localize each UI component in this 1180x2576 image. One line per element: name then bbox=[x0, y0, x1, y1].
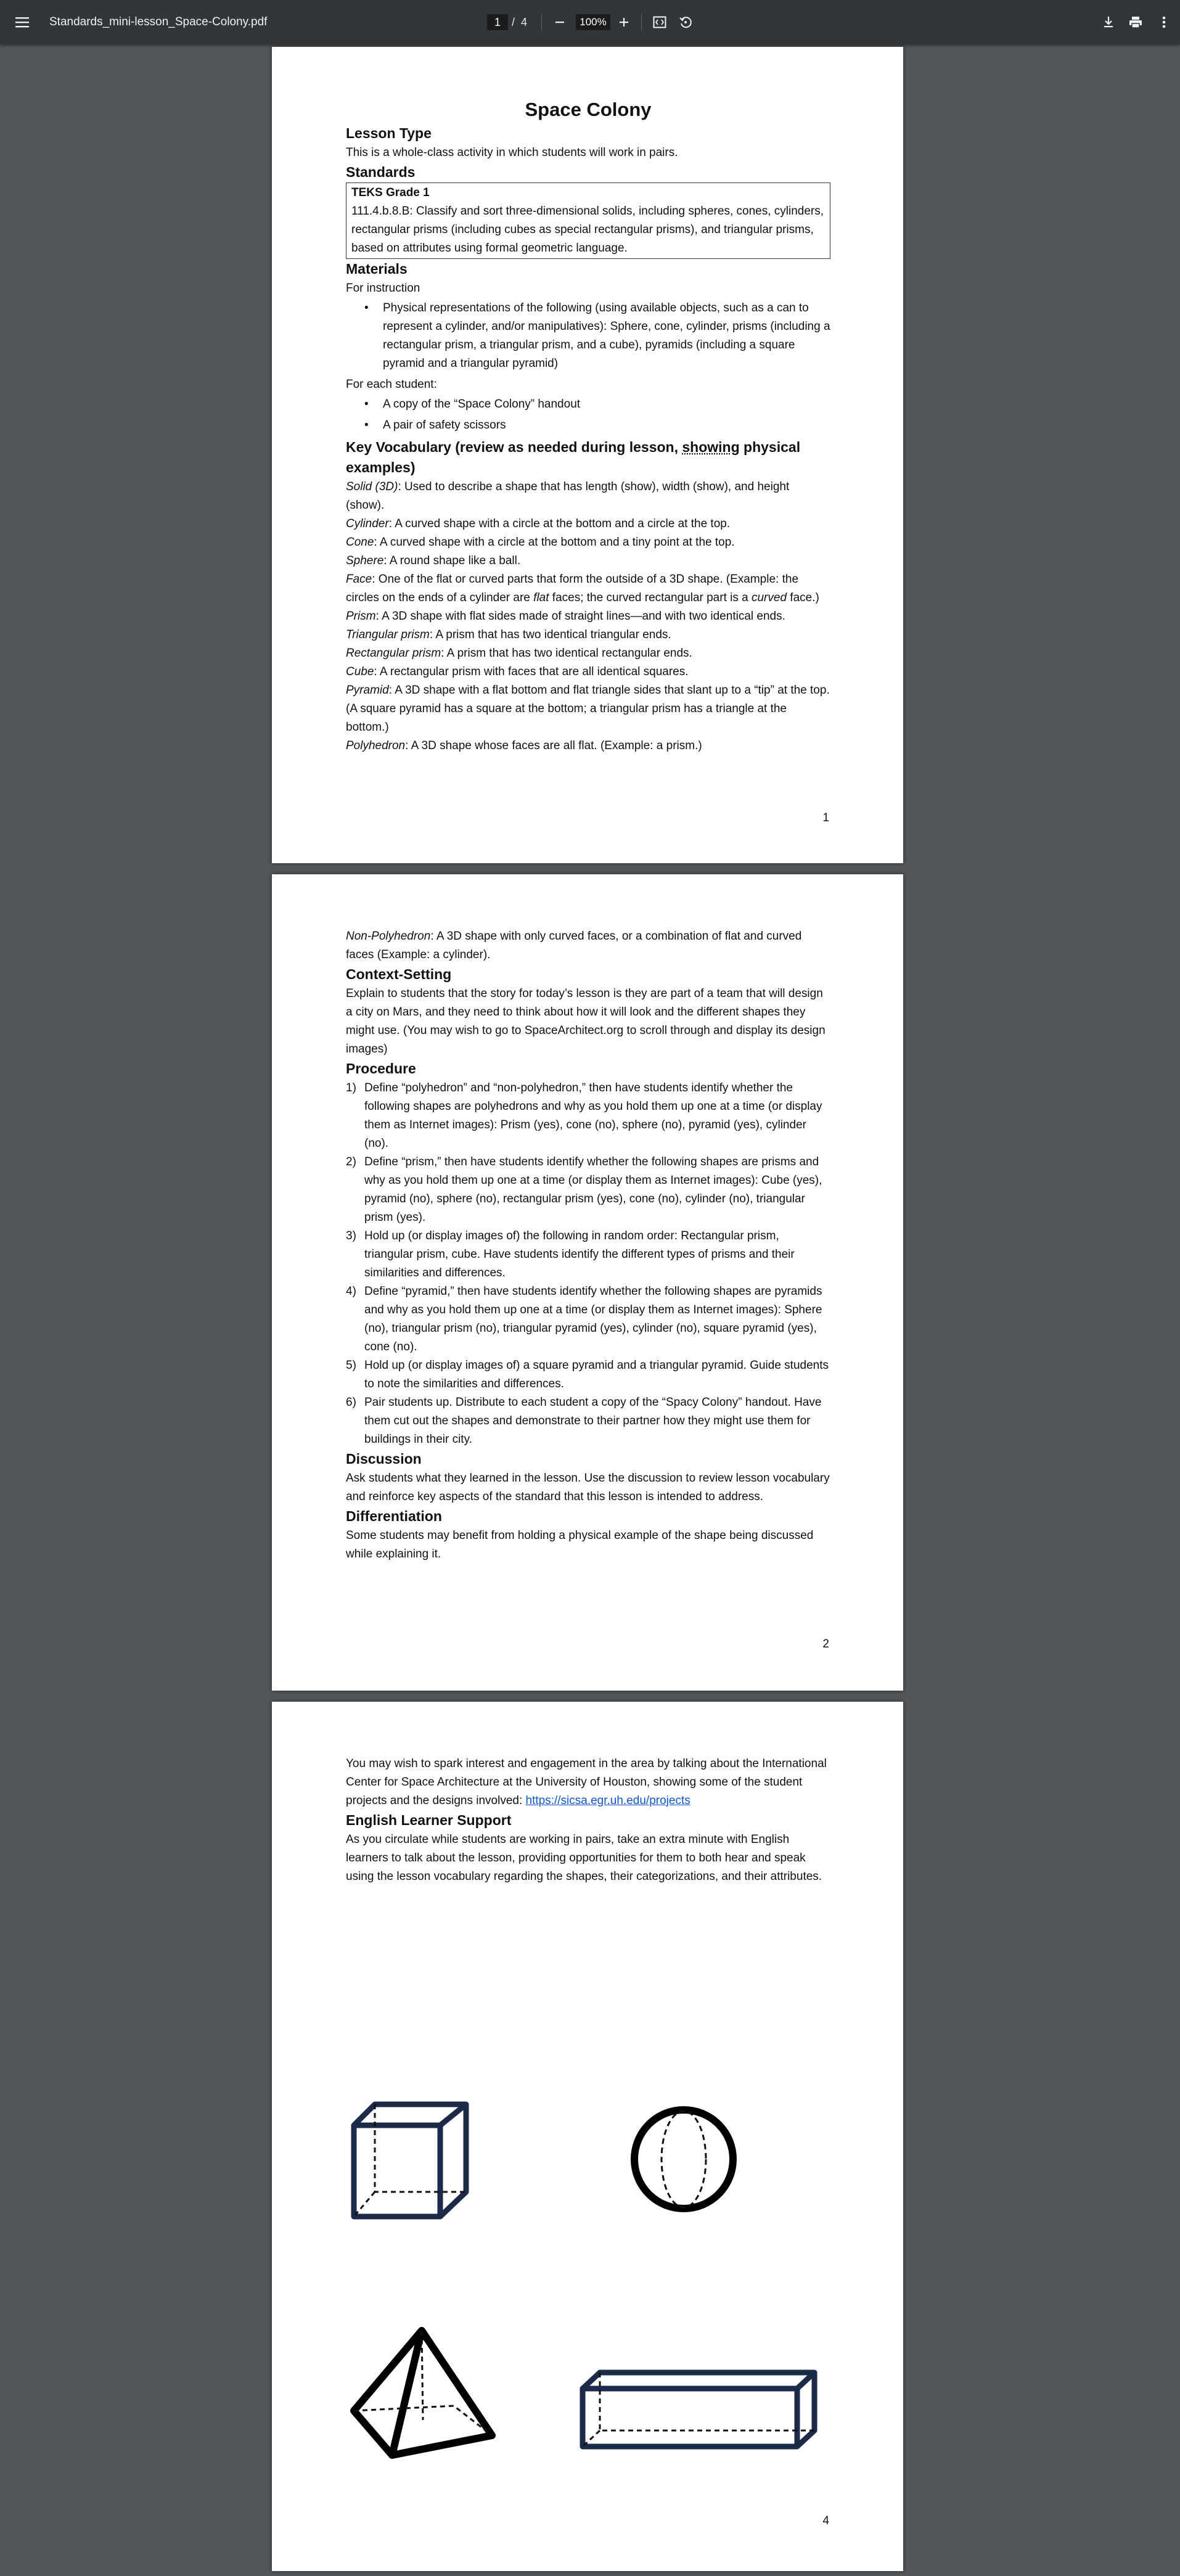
sphere-shape bbox=[628, 2104, 739, 2215]
materials-heading: Materials bbox=[346, 261, 408, 277]
page-number: 4 bbox=[822, 2514, 829, 2527]
vocab-entry: Solid (3D): Used to describe a shape that has length (show), width (show), and height (show). bbox=[346, 480, 790, 512]
pdf-page-1 bbox=[272, 47, 903, 863]
rectangular-prism-shape bbox=[579, 2369, 818, 2450]
vocab-entry: Cube: A rectangular prism with faces that are all identical squares. bbox=[346, 665, 689, 678]
standard-box-title: TEKS Grade 1 bbox=[351, 186, 430, 199]
more-options-icon[interactable] bbox=[1157, 15, 1171, 30]
page-number: 1 bbox=[822, 811, 829, 824]
toolbar-divider bbox=[641, 14, 642, 31]
zoom-out-icon[interactable] bbox=[552, 15, 567, 30]
vocab-entry: Prism: A 3D shape with flat sides made of straight lines—and with two identical ends. bbox=[346, 610, 785, 623]
zoom-level-input[interactable]: 100% bbox=[576, 14, 610, 30]
pdf-page-2 bbox=[272, 874, 903, 1691]
procedure-step: 4) Define “pyramid,” then have students identify whether the following shapes are pyramids and why as you hold them up one at a time (or display them as Internet images): Sphere (no), triangular prism (no), triangular pyramid (yes), cylinder (no), square pyramid (yes), cone (no). bbox=[346, 1285, 822, 1353]
instruction-materials-list bbox=[346, 299, 830, 373]
procedure-list bbox=[346, 1079, 830, 1449]
page-number: 2 bbox=[822, 1638, 829, 1651]
vocab-entry: Triangular prism: A prism that has two identical triangular ends. bbox=[346, 628, 671, 641]
for-instruction-label: For instruction bbox=[346, 282, 420, 295]
procedure-step: 6) Pair students up. Distribute to each student a copy of the “Spacy Colony” handout. Have them cut out the shapes and demonstrate to their partner how they might use them for buildings in their city. bbox=[346, 1396, 822, 1446]
context-setting-heading: Context-Setting bbox=[346, 966, 452, 982]
page-count: / 4 bbox=[512, 16, 528, 28]
document-title: Standards_mini-lesson_Space-Colony.pdf bbox=[49, 15, 268, 28]
list-item: • A pair of safety scissors bbox=[383, 416, 830, 435]
vocabulary-list bbox=[346, 478, 830, 755]
english-learner-support-heading: English Learner Support bbox=[346, 1812, 512, 1828]
key-vocabulary-heading: Key Vocabulary (review as needed during lesson, showing physical examples) bbox=[346, 439, 801, 475]
vocab-entry: Pyramid: A 3D shape with a flat bottom and flat triangle sides that slant up to a “tip” at the top. (A square pyramid has a square at the bottom; a triangular prism has a triangle at the bottom.) bbox=[346, 684, 830, 734]
print-icon[interactable] bbox=[1128, 15, 1143, 30]
discussion-heading: Discussion bbox=[346, 1451, 422, 1467]
lesson-type-heading: Lesson Type bbox=[346, 125, 432, 141]
standards-box bbox=[346, 183, 830, 259]
zoom-in-icon[interactable] bbox=[617, 15, 631, 30]
rotate-icon[interactable] bbox=[678, 15, 693, 30]
procedure-step: 5) Hold up (or display images of) a square pyramid and a triangular pyramid. Guide students to note the similarities and differences. bbox=[346, 1359, 829, 1390]
toolbar-divider bbox=[541, 14, 542, 31]
page-3-content bbox=[346, 1755, 830, 1886]
lesson-type-text: This is a whole-class activity in which students will work in pairs. bbox=[346, 146, 678, 159]
list-item: • Physical representations of the following (using available objects, such as a can to represent a cylinder, and/or manipulatives): Sphere, cone, cylinder, prisms (including a rectangular prism, a triangular prism, and a cube), pyramids (including a square pyramid and a triangular pyramid) bbox=[383, 299, 830, 373]
english-learner-support-text: As you circulate while students are working in pairs, take an extra minute with English learners to talk about the lesson, providing opportunities for them to both hear and speak using the lesson vocabulary regarding the shapes, their categorizations, and their attributes. bbox=[346, 1833, 822, 1883]
menu-icon[interactable] bbox=[14, 14, 31, 31]
sicsa-projects-link[interactable]: https://sicsa.egr.uh.edu/projects bbox=[525, 1794, 690, 1807]
student-materials-list bbox=[346, 395, 830, 435]
document-heading: Space Colony bbox=[525, 99, 652, 120]
differentiation-heading: Differentiation bbox=[346, 1508, 442, 1524]
download-icon[interactable] bbox=[1101, 15, 1116, 30]
pdf-page-3 bbox=[272, 1702, 903, 2571]
square-pyramid-shape bbox=[349, 2324, 497, 2461]
page-2-content bbox=[346, 927, 830, 1564]
vocab-entry: Polyhedron: A 3D shape whose faces are all flat. (Example: a prism.) bbox=[346, 739, 702, 752]
standard-box-text: 111.4.b.8.B: Classify and sort three-dimensional solids, including spheres, cones, cylinders, rectangular prisms (including cubes as special rectangular prisms), and triangular prisms, based on attributes using formal geometric language. bbox=[351, 205, 824, 255]
procedure-step: 2) Define “prism,” then have students identify whether the following shapes are prisms and why as you hold them up one at a time (or display them as Internet images): Cube (yes), pyramid (no), sphere (no), rectangular prism (yes), cone (no), cylinder (no), triangular prism (yes). bbox=[346, 1155, 822, 1224]
list-item: • A copy of the “Space Colony” handout bbox=[383, 395, 830, 414]
vocab-entry: Non-Polyhedron: A 3D shape with only curved faces, or a combination of flat and curved faces (Example: a cylinder). bbox=[346, 930, 802, 961]
page-number-input[interactable]: 1 bbox=[487, 14, 508, 30]
vocab-entry: Face: One of the flat or curved parts that form the outside of a 3D shape. (Example: the circles on the ends of a cylinder are flat faces; the curved rectangular part is a curved face.) bbox=[346, 573, 819, 604]
cube-shape bbox=[349, 2099, 472, 2223]
page-1-content bbox=[346, 96, 830, 755]
pdf-toolbar bbox=[0, 0, 1180, 44]
vocab-entry: Rectangular prism: A prism that has two identical rectangular ends. bbox=[346, 647, 692, 660]
procedure-step: 3) Hold up (or display images of) the following in random order: Rectangular prism, triangular prism, cube. Have students identify the different types of prisms and their similarities and differences. bbox=[346, 1229, 795, 1279]
for-each-student-label: For each student: bbox=[346, 378, 437, 391]
vocab-entry: Sphere: A round shape like a ball. bbox=[346, 554, 521, 567]
procedure-heading: Procedure bbox=[346, 1060, 416, 1077]
intro-paragraph: You may wish to spark interest and engagement in the area by talking about the International Center for Space Architecture at the University of Houston, showing some of the student projects and the designs involved: https://sicsa.egr.uh.edu/projects bbox=[346, 1757, 827, 1807]
context-setting-text: Explain to students that the story for today’s lesson is they are part of a team that will design a city on Mars, and they need to think about how it will look and the different shapes they might use. (You may wish to go to SpaceArchitect.org to scroll through and display its design images) bbox=[346, 987, 826, 1056]
procedure-step: 1) Define “polyhedron” and “non-polyhedron,” then have students identify whether the following shapes are polyhedrons and why as you hold them up one at a time (or display them as Internet images): Prism (yes), cone (no), sphere (no), pyramid (yes), cylinder (no). bbox=[346, 1081, 822, 1150]
fit-page-icon[interactable] bbox=[652, 15, 667, 30]
vocab-entry: Cone: A curved shape with a circle at the bottom and a tiny point at the top. bbox=[346, 536, 735, 549]
discussion-text: Ask students what they learned in the lesson. Use the discussion to review lesson vocabulary and reinforce key aspects of the standard that this lesson is intended to address. bbox=[346, 1472, 830, 1503]
differentiation-text: Some students may benefit from holding a physical example of the shape being discussed while explaining it. bbox=[346, 1529, 814, 1561]
standards-heading: Standards bbox=[346, 164, 416, 180]
vocab-entry: Cylinder: A curved shape with a circle at the bottom and a circle at the top. bbox=[346, 517, 731, 530]
